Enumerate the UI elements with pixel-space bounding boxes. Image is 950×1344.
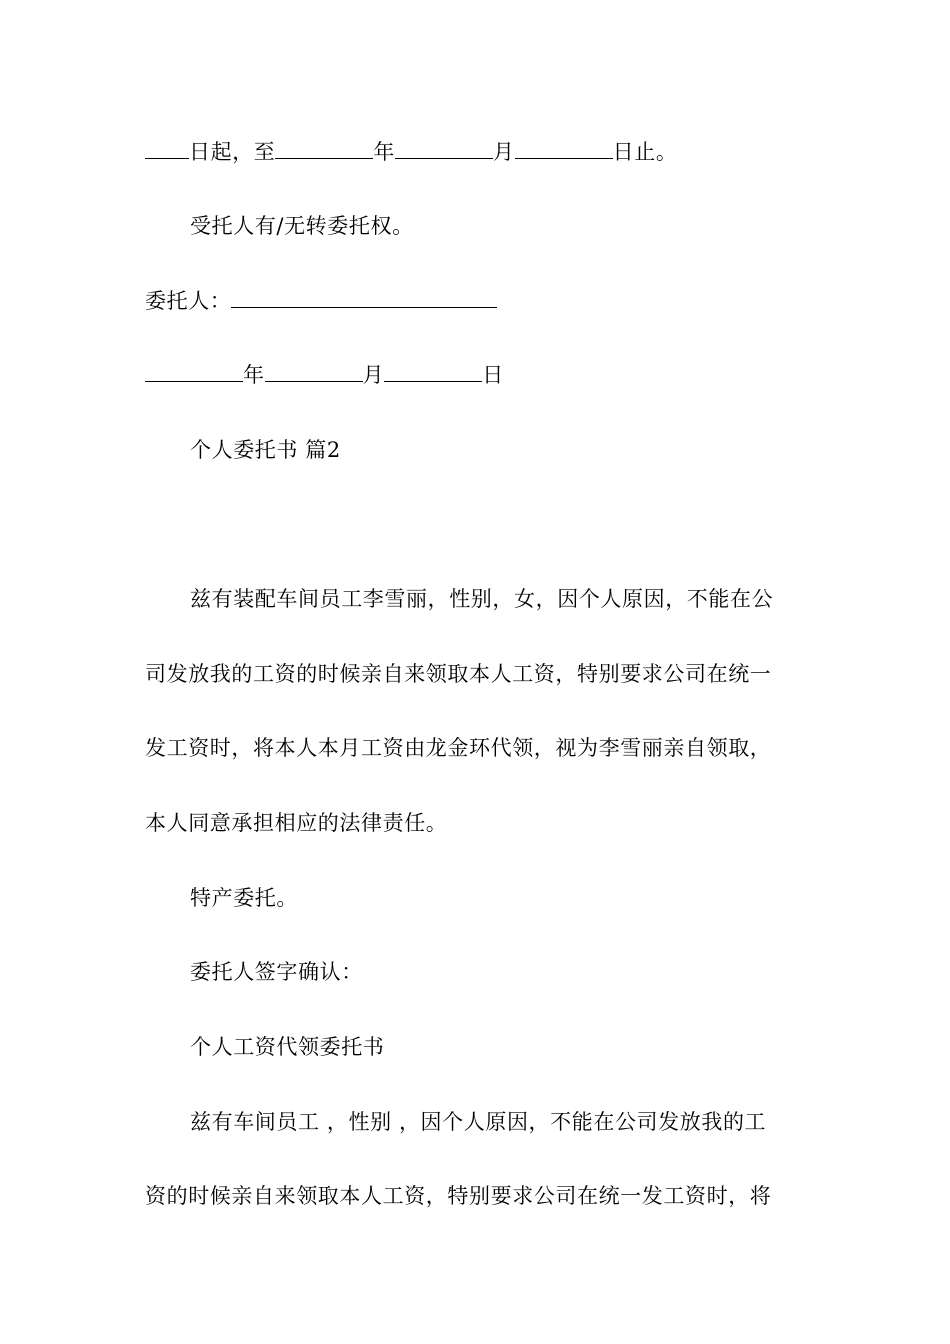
blank-day-start [145,138,189,159]
blank-year-end [275,138,373,159]
subdelegation-line: 受托人有/无转委托权。 [190,214,414,238]
blank-day-end [515,138,613,159]
paragraph-2: 特产委托。 [190,886,298,910]
blank-month-end [395,138,493,159]
paragraph-4-title: 个人工资代领委托书 [190,1035,385,1059]
date-range-text-4: 日止。 [612,140,678,164]
date-range-line [145,138,815,166]
principal-label: 委托人： [145,289,232,313]
paragraph-5-line-1: 兹有车间员工 ，性别 ，因个人原因，不能在公司发放我的工 [190,1110,767,1134]
paragraph-1-line-1: 兹有装配车间员工李雪丽，性别，女，因个人原因，不能在公 [190,587,774,611]
paragraph-1-line-2: 司发放我的工资的时候亲自来领取本人工资，特别要求公司在统一 [145,662,772,686]
paragraph-5-line-2: 资的时候亲自来领取本人工资，特别要求公司在统一发工资时，将 [145,1184,772,1208]
paragraph-3: 委托人签字确认： [190,960,363,984]
date-text-year: 年 [243,363,265,387]
blank-day [384,361,482,382]
paragraph-1-line-4: 本人同意承担相应的法律责任。 [145,811,448,835]
date-text-day: 日 [482,363,504,387]
date-range-text-1: 日起，至 [189,140,276,164]
date-text-month: 月 [362,363,385,387]
section-title: 个人委托书 篇2 [190,438,341,462]
principal-signature-line [145,287,815,315]
signature-date-line [145,361,815,389]
date-range-text-2: 年 [373,140,396,164]
date-range-text-3: 月 [493,140,515,164]
blank-year [145,361,243,382]
blank-month [265,361,363,382]
blank-principal-name [231,287,497,308]
paragraph-1-line-3: 发工资时，将本人本月工资由龙金环代领，视为李雪丽亲自领取， [145,736,772,760]
